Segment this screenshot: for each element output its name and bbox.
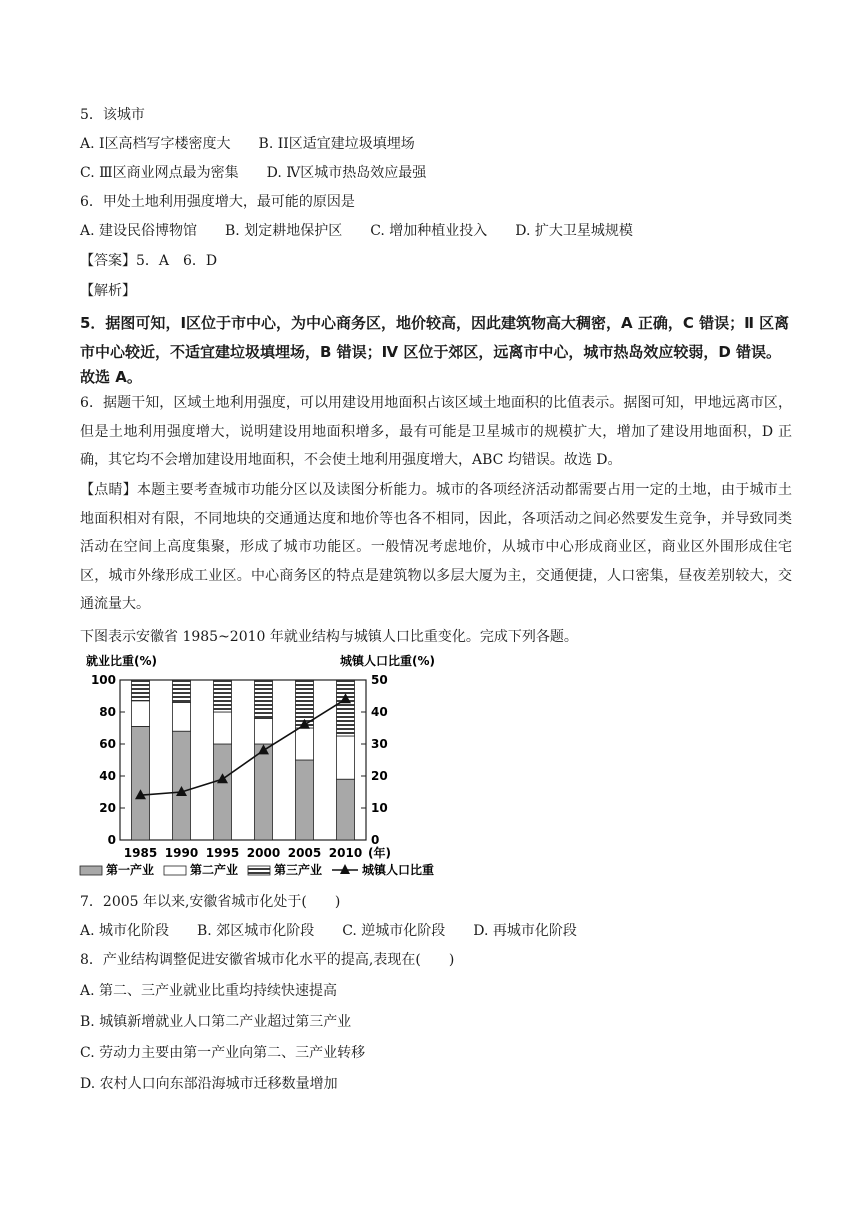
legend-swatch bbox=[248, 866, 270, 875]
bar-segment-2 bbox=[173, 702, 191, 731]
q7-options: A. 城市化阶段 B. 郊区城市化阶段 C. 逆城市化阶段 D. 再城市化阶段 bbox=[80, 923, 577, 939]
legend-label: 第一产业 bbox=[106, 863, 155, 877]
bar-segment-1 bbox=[337, 779, 355, 840]
chart-intro: 下图表示安徽省 1985~2010 年就业结构与城镇人口比重变化。完成下列各题。 bbox=[80, 629, 578, 645]
legend-label: 城镇人口比重 bbox=[362, 863, 435, 877]
bar-segment-1 bbox=[255, 744, 273, 840]
bar-segment-2 bbox=[132, 701, 150, 727]
x-tick-label: 1990 bbox=[164, 846, 199, 860]
employment-urbanization-chart bbox=[78, 652, 458, 884]
x-tick-label: 1985 bbox=[123, 846, 158, 860]
bar-segment-2 bbox=[337, 736, 355, 779]
y-tick-label-left: 60 bbox=[99, 737, 116, 751]
bar-segment-3 bbox=[214, 680, 232, 712]
analysis5-line3: 故选 A。 bbox=[80, 368, 142, 386]
bar-segment-2 bbox=[296, 728, 314, 760]
analysis5-line2: 市中心较近，不适宜建垃圾填埋场，B 错误；Ⅳ 区位于郊区，远离市中心，城市热岛效应较弱，D 错误。 bbox=[80, 343, 782, 361]
analysis5-line1: 5．据图可知，Ⅰ区位于市中心，为中心商务区，地价较高，因此建筑物高大稠密，A 正确，C 错误；Ⅱ 区离 bbox=[80, 314, 790, 332]
y-tick-label-right: 10 bbox=[371, 801, 388, 815]
y-tick-label-right: 0 bbox=[371, 833, 380, 847]
legend-label: 第二产业 bbox=[190, 863, 239, 877]
bar-segment-1 bbox=[296, 760, 314, 840]
bar-segment-1 bbox=[132, 726, 150, 840]
analysis-label: 【解析】 bbox=[80, 283, 136, 299]
bar-segment-1 bbox=[214, 744, 232, 840]
q8-option-d: D. 农村人口向东部沿海城市迁移数量增加 bbox=[80, 1076, 338, 1092]
bar-segment-1 bbox=[173, 731, 191, 840]
q8-option-a: A. 第二、三产业就业比重均持续快速提高 bbox=[80, 983, 338, 999]
y-tick-label-right: 50 bbox=[371, 673, 388, 687]
q8-option-c: C. 劳动力主要由第一产业向第二、三产业转移 bbox=[80, 1045, 366, 1061]
q6-stem: 6．甲处土地利用强度增大，最可能的原因是 bbox=[80, 194, 355, 210]
urban-population-line bbox=[141, 699, 346, 795]
q8-stem: 8．产业结构调整促进安徽省城市化水平的提高,表现在( ) bbox=[80, 952, 455, 968]
q5-options-row2: C. Ⅲ区商业网点最为密集 D. Ⅳ区城市热岛效应最强 bbox=[80, 165, 427, 181]
q8-option-b: B. 城镇新增就业人口第二产业超过第三产业 bbox=[80, 1014, 352, 1030]
analysis6: 6．据题干知，区域土地利用强度，可以用建设用地面积占该区域土地面积的比值表示。据图可知，甲地远离市区，但是土地利用强度增大，说明建设用地面积增多，最有可能是卫星城市的规模扩大，增加了建设用地面积，D 正确，其它均不会增加建设用地面积，不会使土地利用强度增大，ABC 均错误。故选 D。 bbox=[80, 395, 792, 468]
bar-segment-3 bbox=[132, 680, 150, 701]
y-tick-label-right: 30 bbox=[371, 737, 388, 751]
y-tick-label-left: 20 bbox=[99, 801, 116, 815]
plot-frame bbox=[120, 680, 366, 840]
q7-stem: 7．2005 年以来,安徽省城市化处于( ) bbox=[80, 894, 341, 910]
answer: 【答案】5．A 6．D bbox=[80, 253, 218, 269]
x-tick-label: 2005 bbox=[287, 846, 322, 860]
y-tick-label-left: 100 bbox=[90, 673, 116, 687]
x-tick-label: 1995 bbox=[205, 846, 240, 860]
y-tick-label-right: 20 bbox=[371, 769, 388, 783]
legend bbox=[80, 862, 434, 877]
bar-segment-2 bbox=[214, 712, 232, 744]
q5-options-row1: A. Ⅰ区高档写字楼密度大 B. ⅠⅠ区适宜建垃圾填埋场 bbox=[80, 136, 415, 152]
y-tick-label-right: 40 bbox=[371, 705, 388, 719]
dianjing: 【点睛】本题主要考查城市功能分区以及读图分析能力。城市的各项经济活动都需要占用一定的土地，由于城市土地面积相对有限，不同地块的交通通达度和地价等也各不相同，因此，各项活动之间必然要发生竞争，并导致同类活动在空间上高度集聚，形成了城市功能区。一般情况考虑地价，从城市中心形成商业区，商业区外围形成住宅区，城市外缘形成工业区。中心商务区的特点是建筑物以多层大厦为主，交通便捷，人口密集，昼夜差别较大，交通流量大。 bbox=[80, 482, 792, 612]
bar-segment-3 bbox=[255, 680, 273, 718]
legend-label: 第三产业 bbox=[274, 863, 323, 877]
bar-segment-3 bbox=[337, 680, 355, 736]
bar-segment-3 bbox=[173, 680, 191, 702]
y-axis-right-label: 城镇人口比重(%) bbox=[340, 654, 435, 668]
y-axis-left-label: 就业比重(%) bbox=[86, 654, 157, 668]
x-tick-label: 2000 bbox=[246, 846, 281, 860]
legend-swatch bbox=[164, 866, 186, 875]
x-axis-unit: (年) bbox=[368, 846, 391, 860]
x-tick-label: 2010 bbox=[328, 846, 363, 860]
y-tick-label-left: 0 bbox=[107, 833, 116, 847]
legend-swatch bbox=[80, 866, 102, 875]
q6-options: A. 建设民俗博物馆 B. 划定耕地保护区 C. 增加种植业投入 D. 扩大卫星城规模 bbox=[80, 223, 633, 239]
q5-stem: 5．该城市 bbox=[80, 107, 145, 123]
legend-marker bbox=[340, 864, 350, 874]
y-tick-label-left: 80 bbox=[99, 705, 116, 719]
y-tick-label-left: 40 bbox=[99, 769, 116, 783]
bar-segment-2 bbox=[255, 718, 273, 744]
